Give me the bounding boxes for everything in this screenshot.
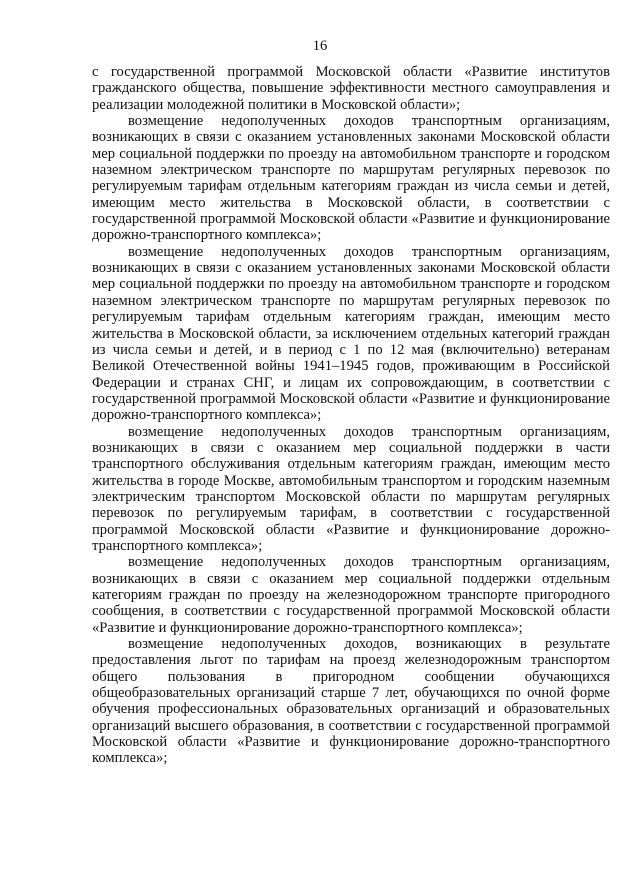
paragraph-compensation-moscow-residents: возмещение недополученных доходов транспортным организациям, возникающих в связи с оказанием мер социальной поддержки в части транспортного обслуживания отдельным категориям граждан, имеющим место жительства в городе Москве, автомобильным транспортом и городским наземным электрическим транспортом Московской области по маршрутам регулярных перевозок по регулируемым тарифам, в соответствии с государственной программой Московской области «Развитие и функционирование дорожно-транспортного комплекса»;: [92, 423, 610, 554]
paragraph-compensation-family-bus: возмещение недополученных доходов транспортным организациям, возникающих в связи с оказанием установленных законами Московской области мер социальной поддержки по проезду на автомобильном транспорте и городском наземном электрическом транспорте по маршрутам регулярных перевозок по регулируемым тарифам отдельным категориям граждан из числа семьи и детей, имеющим место жительства в Московской области, в соответствии с государственной программой Московской области «Развитие и функционирование дорожно-транспортного комплекса»;: [92, 113, 610, 244]
paragraph-compensation-railway: возмещение недополученных доходов транспортным организациям, возникающих в связи с оказанием мер социальной поддержки отдельным категориям граждан по проезду на железнодорожном транспорте пригородного сообщения, в соответствии с государственной программой Московской области «Развитие и функционирование дорожно-транспортного комплекса»;: [92, 554, 610, 636]
paragraph-compensation-students: возмещение недополученных доходов, возникающих в результате предоставления льгот по тарифам на проезд железнодорожным транспортом общего пользования в пригородном сообщении обучающихся общеобразовательных организаций старше 7 лет, обучающихся по очной форме обучения профессиональных образовательных организаций и образовательных организаций высшего образования, в соответствии с государственной программой Московской области «Развитие и функционирование дорожно-транспортного комплекса»;: [92, 636, 610, 767]
document-body: [92, 64, 610, 767]
paragraph-continuation: с государственной программой Московской области «Развитие институтов гражданского общества, повышение эффективности местного самоуправления и реализации молодежной политики в Московской области»;: [92, 64, 610, 113]
page-number: 16: [312, 38, 328, 54]
paragraph-compensation-veterans: возмещение недополученных доходов транспортным организациям, возникающих в связи с оказанием установленных законами Московской области мер социальной поддержки по проезду на автомобильном транспорте и городском наземном электрическом транспорте по маршрутам регулярных перевозок по регулируемым тарифам отдельным категориям граждан, имеющим место жительства в Московской области, за исключением отдельных категорий граждан из числа семьи и детей, и в период с 1 по 12 мая (включительно) ветеранам Великой Отечественной войны 1941–1945 годов, проживающим в Российской Федерации и странах СНГ, и лицам их сопровождающим, в соответствии с государственной программой Московской области «Развитие и функционирование дорожно-транспортного комплекса»;: [92, 243, 610, 424]
